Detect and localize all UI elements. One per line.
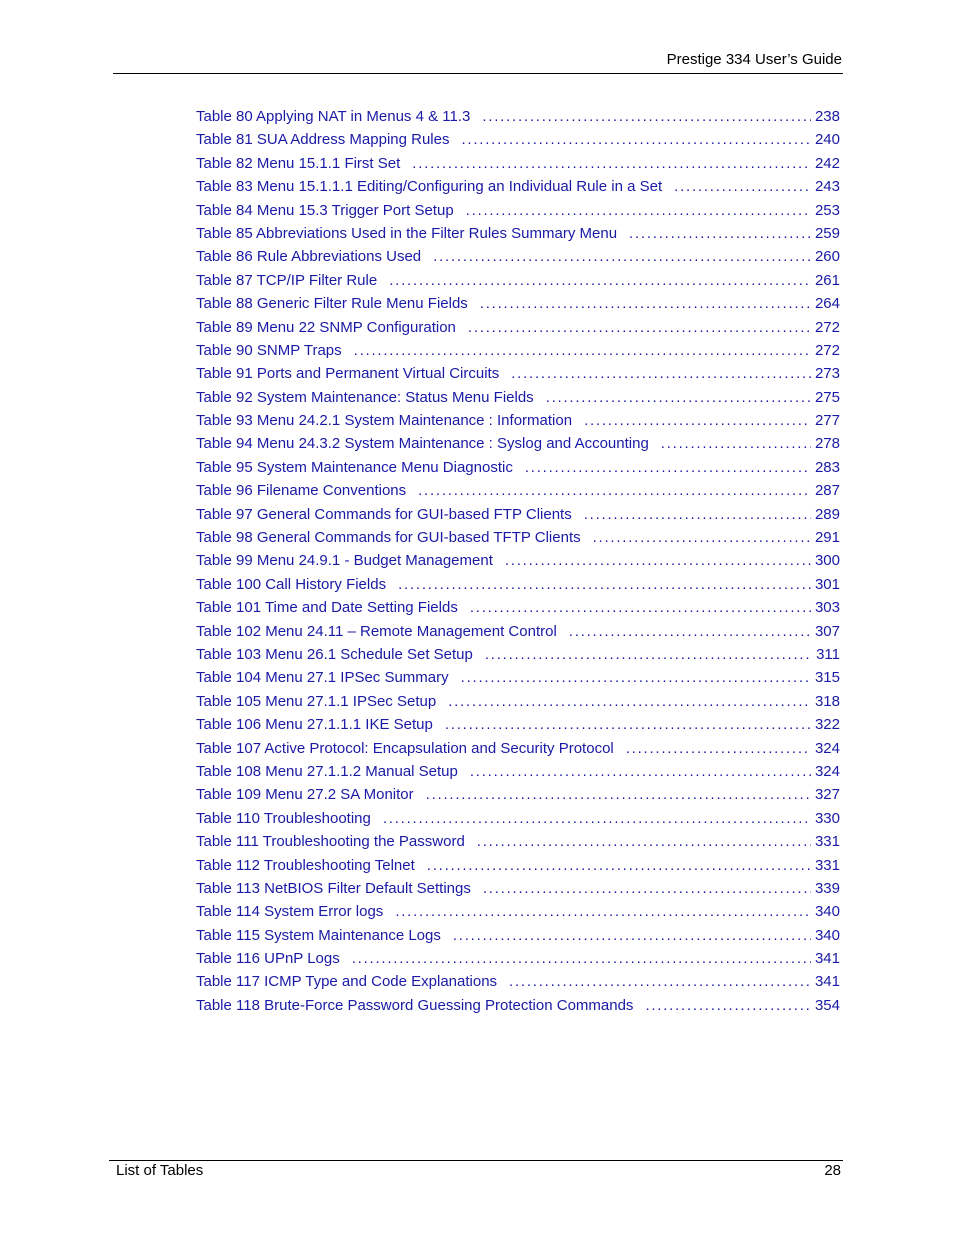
toc-entry-page: 273 [814, 365, 840, 383]
toc-entry-page: 311 [816, 645, 840, 663]
toc-entry-leader [626, 737, 811, 760]
toc-entry-title: Table 83 Menu 15.1.1.1 Editing/Configuring an Individual Rule in a Set [196, 178, 663, 196]
toc-entry-19[interactable] [196, 526, 840, 549]
toc-entry-title: Table 103 Menu 26.1 Schedule Set Setup [196, 645, 473, 663]
toc-entry-title: Table 97 General Commands for GUI-based FTP Clients [196, 505, 572, 523]
toc-entry-page: 324 [814, 739, 840, 757]
toc-entry-title: Table 106 Menu 27.1.1.1 IKE Setup [196, 716, 433, 734]
toc-entry-title: Table 100 Call History Fields [196, 575, 387, 593]
toc-entry-title: Table 118 Brute-Force Password Guessing Protection Commands [196, 996, 634, 1014]
toc-entry-title: Table 117 ICMP Type and Code Explanations [196, 973, 498, 991]
toc-entry-leader [546, 386, 811, 409]
toc-entry-12[interactable] [196, 362, 840, 385]
toc-entry-leader [584, 409, 811, 432]
toc-entry-23[interactable] [196, 620, 840, 643]
toc-entry-page: 324 [814, 762, 840, 780]
toc-entry-39[interactable] [196, 994, 840, 1017]
toc-entry-31[interactable] [196, 807, 840, 830]
toc-entry-page: 354 [814, 996, 840, 1014]
toc-entry-25[interactable] [196, 666, 840, 689]
toc-entry-8[interactable] [196, 269, 840, 292]
toc-entry-leader [483, 877, 811, 900]
toc-entry-title: Table 105 Menu 27.1.1 IPSec Setup [196, 692, 437, 710]
toc-entry-page: 331 [814, 856, 840, 874]
toc-entry-page: 339 [814, 879, 840, 897]
toc-entry-leader [433, 245, 811, 268]
toc-entry-title: Table 104 Menu 27.1 IPSec Summary [196, 669, 449, 687]
toc-entry-leader [477, 830, 811, 853]
toc-entry-page: 240 [814, 131, 840, 149]
toc-entry-leader [525, 456, 811, 479]
footer-section-title: List of Tables [116, 1162, 204, 1179]
toc-entry-page: 331 [814, 833, 840, 851]
toc-entry-title: Table 85 Abbreviations Used in the Filter Rules Summary Menu [196, 224, 618, 242]
toc-entry-page: 318 [814, 692, 840, 710]
toc-entry-title: Table 93 Menu 24.2.1 System Maintenance : Information [196, 412, 573, 430]
toc-entry-title: Table 109 Menu 27.2 SA Monitor [196, 786, 414, 804]
toc-entry-4[interactable] [196, 175, 840, 198]
toc-entry-14[interactable] [196, 409, 840, 432]
toc-entry-title: Table 114 System Error logs [196, 903, 384, 921]
toc-entry-29[interactable] [196, 760, 840, 783]
toc-entry-title: Table 99 Menu 24.9.1 - Budget Management [196, 552, 493, 570]
toc-entry-33[interactable] [196, 854, 840, 877]
toc-entry-leader [448, 690, 811, 713]
toc-entry-page: 341 [814, 973, 840, 991]
toc-entry-leader [485, 643, 812, 666]
toc-entry-title: Table 88 Generic Filter Rule Menu Fields [196, 295, 468, 313]
header-divider [113, 73, 843, 74]
toc-entry-leader [629, 222, 811, 245]
toc-entry-title: Table 87 TCP/IP Filter Rule [196, 271, 378, 289]
toc-entry-title: Table 115 System Maintenance Logs [196, 926, 441, 944]
toc-entry-36[interactable] [196, 924, 840, 947]
toc-entry-6[interactable] [196, 222, 840, 245]
toc-entry-13[interactable] [196, 386, 840, 409]
toc-entry-page: 242 [814, 154, 840, 172]
toc-entry-title: Table 82 Menu 15.1.1 First Set [196, 154, 401, 172]
toc-entry-title: Table 84 Menu 15.3 Trigger Port Setup [196, 201, 454, 219]
toc-entry-page: 261 [814, 271, 840, 289]
toc-entry-title: Table 94 Menu 24.3.2 System Maintenance : Syslog and Accounting [196, 435, 649, 453]
toc-entry-leader [445, 713, 811, 736]
toc-entry-title: Table 101 Time and Date Setting Fields [196, 599, 458, 617]
footer-page-number: 28 [824, 1162, 841, 1179]
toc-entry-3[interactable] [196, 152, 840, 175]
toc-entry-35[interactable] [196, 900, 840, 923]
toc-entry-title: Table 108 Menu 27.1.1.2 Manual Setup [196, 762, 458, 780]
toc-entry-title: Table 80 Applying NAT in Menus 4 & 11.3 [196, 108, 471, 125]
header-title: Prestige 334 User’s Guide [666, 51, 842, 68]
toc-entry-37[interactable] [196, 947, 840, 970]
toc-entry-leader [505, 549, 811, 572]
toc-entry-leader [466, 199, 811, 222]
toc-entry-page: 289 [814, 505, 840, 523]
toc-entry-32[interactable] [196, 830, 840, 853]
toc-entry-18[interactable] [196, 503, 840, 526]
toc-entry-title: Table 110 Troubleshooting [196, 809, 371, 827]
toc-entry-page: 243 [814, 178, 840, 196]
toc-entry-22[interactable] [196, 596, 840, 619]
toc-entry-title: Table 81 SUA Address Mapping Rules [196, 131, 450, 149]
toc-entry-leader [470, 760, 811, 783]
toc-entry-page: 330 [814, 809, 840, 827]
toc-entry-title: Table 116 UPnP Logs [196, 950, 340, 968]
toc-entry-20[interactable] [196, 549, 840, 572]
toc-entry-page: 340 [814, 926, 840, 944]
toc-entry-page: 300 [814, 552, 840, 570]
toc-entry-title: Table 86 Rule Abbreviations Used [196, 248, 422, 266]
toc-entry-page: 301 [814, 575, 840, 593]
toc-entry-page: 278 [814, 435, 840, 453]
toc-entry-title: Table 107 Active Protocol: Encapsulation and Security Protocol [196, 739, 614, 757]
toc-entry-28[interactable] [196, 737, 840, 760]
toc-entry-leader [418, 479, 811, 502]
toc-entry-leader [482, 105, 811, 128]
toc-entry-15[interactable] [196, 432, 840, 455]
toc-entry-leader [427, 854, 811, 877]
list-of-tables [196, 105, 840, 1017]
toc-entry-leader [645, 994, 811, 1017]
toc-entry-leader [395, 900, 811, 923]
toc-entry-leader [354, 339, 811, 362]
toc-entry-title: Table 91 Ports and Permanent Virtual Circuits [196, 365, 500, 383]
toc-entry-11[interactable] [196, 339, 840, 362]
toc-entry-7[interactable] [196, 245, 840, 268]
toc-entry-page: 340 [814, 903, 840, 921]
toc-entry-24[interactable] [196, 643, 840, 666]
toc-entry-1[interactable] [196, 105, 840, 128]
toc-entry-page: 272 [814, 341, 840, 359]
toc-entry-leader [398, 573, 811, 596]
toc-entry-leader [461, 666, 811, 689]
toc-entry-page: 275 [814, 388, 840, 406]
toc-entry-page: 260 [814, 248, 840, 266]
toc-entry-page: 238 [814, 108, 840, 125]
toc-entry-page: 253 [814, 201, 840, 219]
toc-entry-leader [412, 152, 811, 175]
toc-entry-page: 272 [814, 318, 840, 336]
toc-entry-page: 327 [814, 786, 840, 804]
toc-entry-page: 283 [814, 458, 840, 476]
toc-entry-page: 307 [814, 622, 840, 640]
toc-entry-leader [470, 596, 811, 619]
toc-entry-page: 277 [814, 412, 840, 430]
toc-entry-leader [453, 924, 811, 947]
toc-entry-leader [389, 269, 811, 292]
footer-divider [109, 1160, 843, 1161]
toc-entry-leader [480, 292, 811, 315]
toc-entry-title: Table 111 Troubleshooting the Password [196, 833, 465, 851]
toc-entry-page: 315 [814, 669, 840, 687]
toc-entry-leader [674, 175, 811, 198]
toc-entry-2[interactable] [196, 128, 840, 151]
toc-entry-30[interactable] [196, 783, 840, 806]
toc-entry-page: 303 [814, 599, 840, 617]
toc-entry-leader [383, 807, 811, 830]
toc-entry-27[interactable] [196, 713, 840, 736]
toc-entry-leader [352, 947, 811, 970]
toc-entry-10[interactable] [196, 316, 840, 339]
toc-entry-38[interactable] [196, 970, 840, 993]
toc-entry-title: Table 95 System Maintenance Menu Diagnostic [196, 458, 513, 476]
toc-entry-page: 322 [814, 716, 840, 734]
toc-entry-page: 264 [814, 295, 840, 313]
toc-entry-leader [461, 128, 810, 151]
toc-entry-5[interactable] [196, 199, 840, 222]
toc-entry-title: Table 89 Menu 22 SNMP Configuration [196, 318, 456, 336]
toc-entry-title: Table 112 Troubleshooting Telnet [196, 856, 415, 874]
toc-entry-title: Table 98 General Commands for GUI-based TFTP Clients [196, 529, 581, 547]
toc-entry-21[interactable] [196, 573, 840, 596]
toc-entry-leader [661, 432, 811, 455]
toc-entry-title: Table 90 SNMP Traps [196, 341, 342, 359]
toc-entry-page: 341 [814, 950, 840, 968]
toc-entry-17[interactable] [196, 479, 840, 502]
toc-entry-leader [426, 783, 811, 806]
toc-entry-26[interactable] [196, 690, 840, 713]
toc-entry-title: Table 102 Menu 24.11 – Remote Management Control [196, 622, 557, 640]
toc-entry-34[interactable] [196, 877, 840, 900]
toc-entry-title: Table 96 Filename Conventions [196, 482, 407, 500]
toc-entry-title: Table 92 System Maintenance: Status Menu Fields [196, 388, 534, 406]
toc-entry-leader [569, 620, 811, 643]
toc-entry-leader [511, 362, 811, 385]
toc-entry-leader [584, 503, 811, 526]
toc-entry-title: Table 113 NetBIOS Filter Default Settings [196, 879, 471, 897]
toc-entry-leader [509, 970, 811, 993]
toc-entry-page: 291 [814, 529, 840, 547]
toc-entry-page: 259 [814, 224, 840, 242]
toc-entry-16[interactable] [196, 456, 840, 479]
toc-entry-page: 287 [814, 482, 840, 500]
toc-entry-leader [468, 316, 811, 339]
toc-entry-9[interactable] [196, 292, 840, 315]
toc-entry-leader [593, 526, 811, 549]
